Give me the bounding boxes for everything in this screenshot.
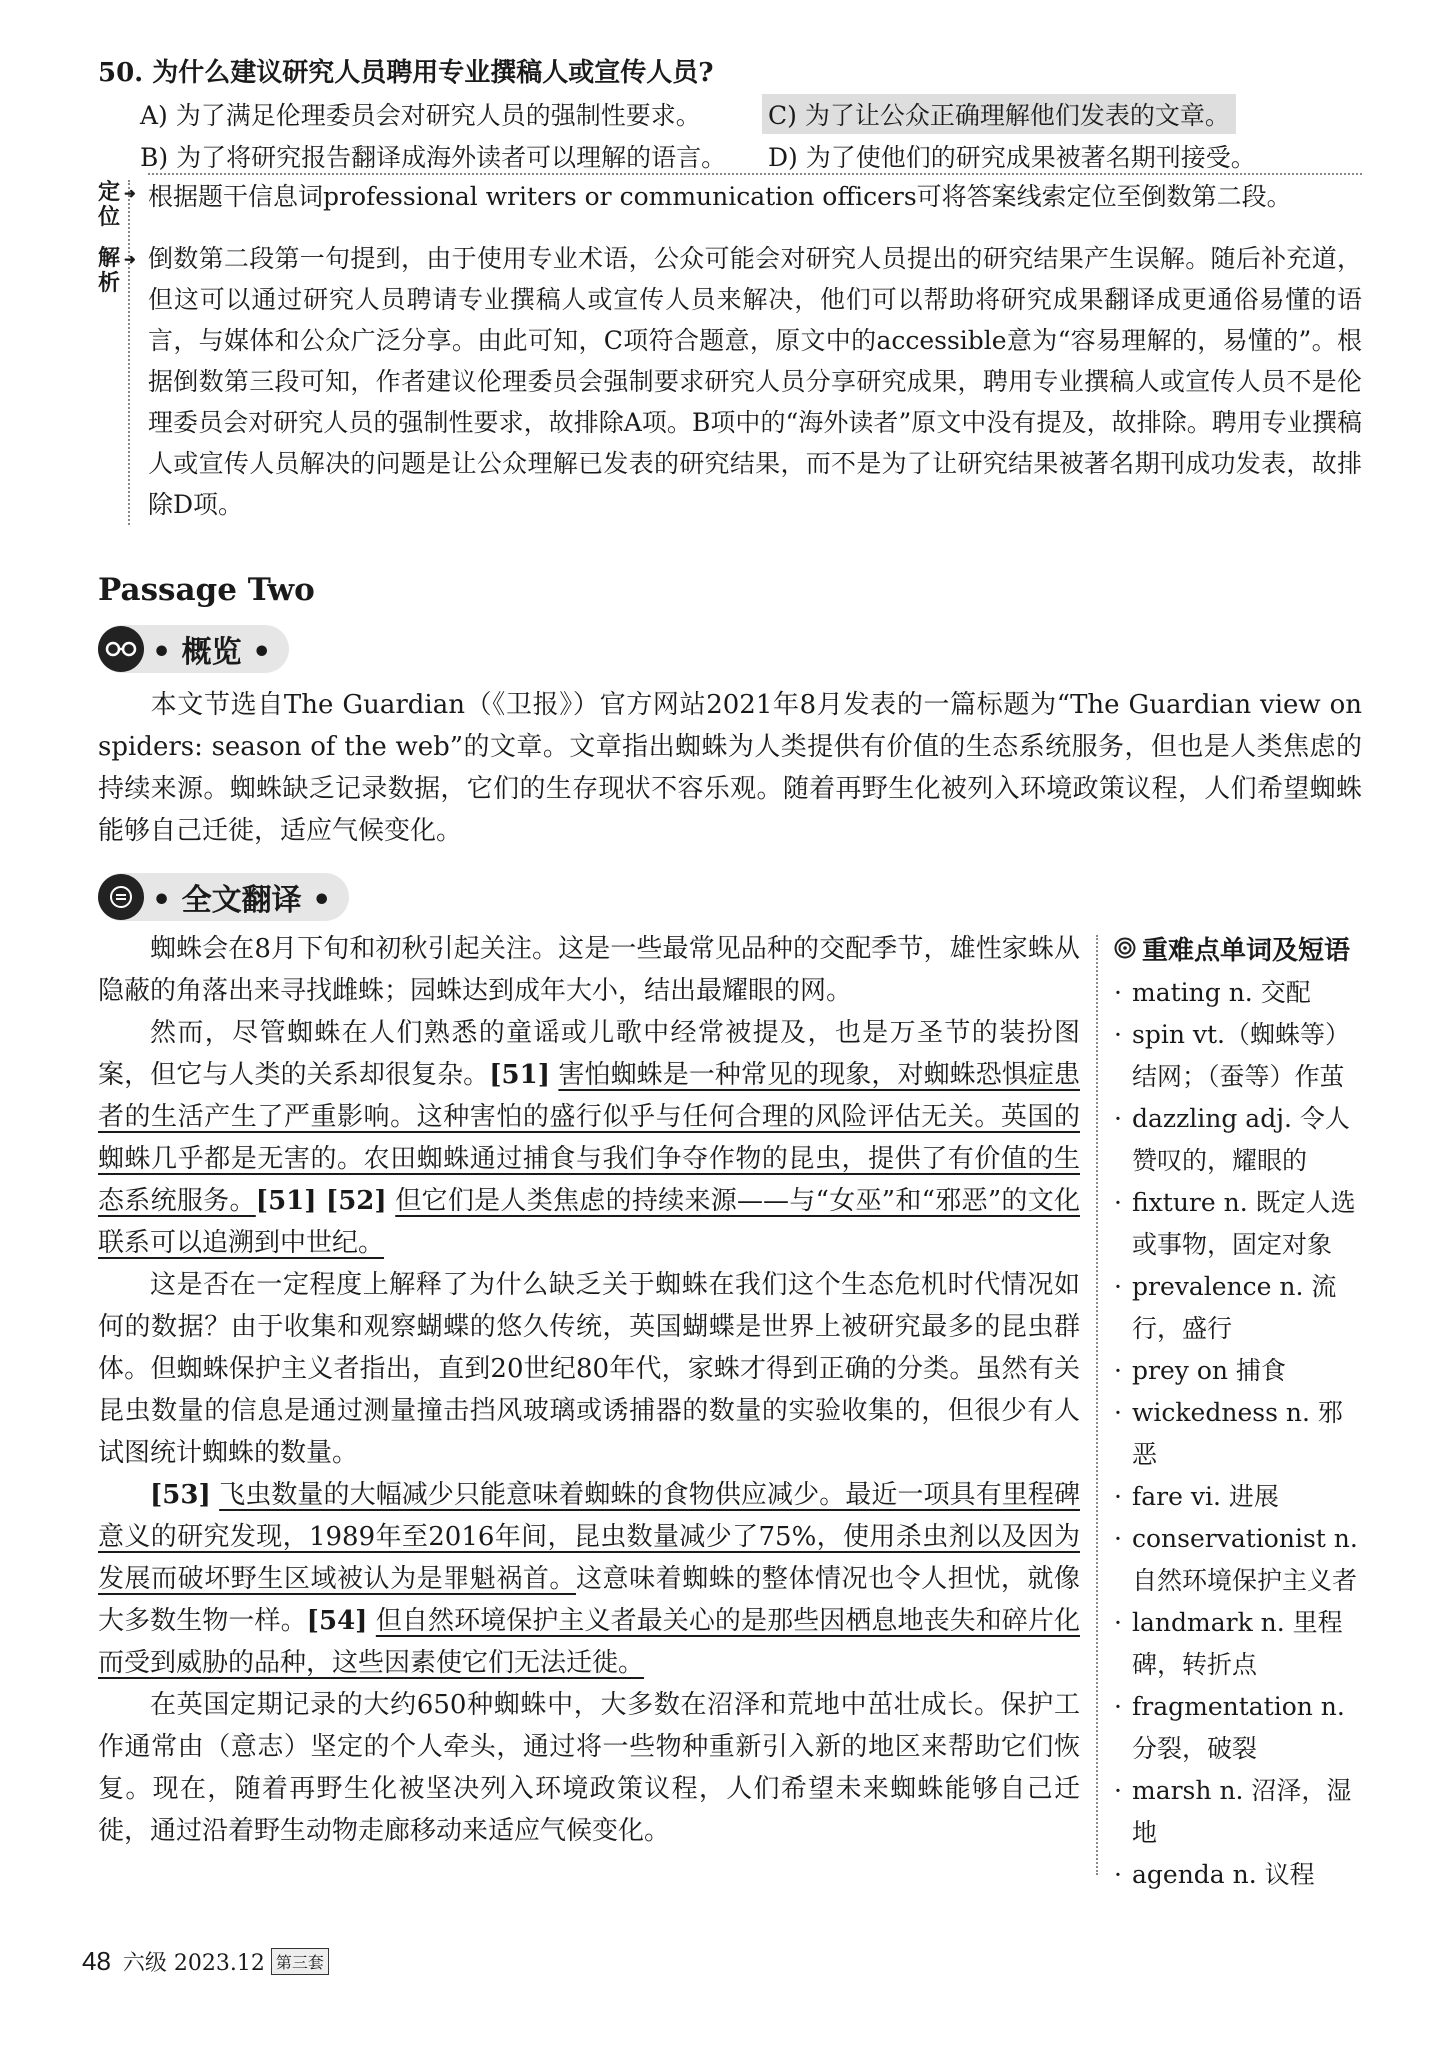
vocab-item: · dazzling adj. 令人赞叹的，耀眼的	[1114, 1098, 1364, 1182]
vocab-item: · fixture n. 既定人选或事物，固定对象	[1114, 1182, 1364, 1266]
set-badge: 第三套	[271, 1948, 329, 1975]
glasses-icon	[98, 626, 144, 672]
vocab-sidebar	[1114, 930, 1364, 1896]
vocab-item: · wickedness n. 邪恶	[1114, 1392, 1364, 1476]
column-divider	[1096, 935, 1098, 1875]
analysis-text: 倒数第二段第一句提到，由于使用专业术语，公众可能会对研究人员提出的研究结果产生误解。随后补充道，但这可以通过研究人员聘请专业撰稿人或宣传人员来解决，他们可以帮助将研究成果翻译成更通俗易懂的语言，与媒体和公众广泛分享。由此可知，C项符合题意，原文中的accessible意为“容易理解的，易懂的”。根据倒数第三段可知，作者建议伦理委员会强制要求研究人员分享研究成果，聘用专业撰稿人或宣传人员不是伦理委员会对研究人员的强制性要求，故排除A项。B项中的“海外读者”原文中没有提及，故排除。聘用专业撰稿人或宣传人员解决的问题是让公众理解已发表的研究结果，而不是为了让研究结果被著名期刊成功发表，故排除D项。	[148, 244, 1362, 519]
exam-level: 六级 2023.12	[122, 1951, 265, 1976]
page-number: 48	[82, 1946, 111, 1976]
translation-body	[98, 928, 1080, 1852]
section-heading: Passage Two	[98, 572, 315, 608]
vocab-item: · conservationist n. 自然环境保护主义者	[1114, 1518, 1364, 1602]
locate-text: 根据题干信息词professional writers or communication officers可将答案线索定位至倒数第二段。	[148, 182, 1292, 211]
paragraph-2: 然而，尽管蜘蛛在人们熟悉的童谣或儿歌中经常被提及，也是万圣节的装扮图案，但它与人类的关系却很复杂。[51] 害怕蜘蛛是一种常见的现象，对蜘蛛恐惧症患者的生活产生了严重影响。这种害怕的盛行似乎与任何合理的风险评估无关。英国的蜘蛛几乎都是无害的。农田蜘蛛通过捕食与我们争夺作物的昆虫，提供了有价值的生态系统服务。[51] [52] 但它们是人类焦虑的持续来源——与“女巫”和“邪恶”的文化联系可以追溯到中世纪。	[98, 1018, 1081, 1258]
paragraph-1: 蜘蛛会在8月下旬和初秋引起关注。这是一些最常见品种的交配季节，雄性家蛛从隐蔽的角落出来寻找雌蛛；园蛛达到成年大小，结出最耀眼的网。	[98, 934, 1080, 1006]
vocab-item: · agenda n. 议程	[1114, 1854, 1364, 1896]
vocab-item: · landmark n. 里程碑，转折点	[1114, 1602, 1364, 1686]
underlined-text: 飞虫数量的大幅减少只能意味着蜘蛛的食物供应减少。最近一项具有里程碑意义的研究发现，1989年至2016年间，昆虫数量减少了75%，使用杀虫剂以及因为发展而破坏野生区域被认为是罪魁祸首。	[98, 1480, 1080, 1594]
document-icon	[98, 874, 144, 920]
underlined-text: 但自然环境保护主义者最关心的是那些因栖息地丧失和碎片化而受到威胁的品种，这些因素使它们无法迁徙。	[98, 1606, 1080, 1678]
vocab-item: · marsh n. 沼泽，湿地	[1114, 1770, 1364, 1854]
analysis-tag: 解析	[98, 245, 121, 296]
vocab-item: · mating n. 交配	[1114, 972, 1364, 1014]
vocab-title: 重难点单词及短语	[1142, 936, 1351, 966]
paragraph-5: 在英国定期记录的大约650种蜘蛛中，大多数在沼泽和荒地中茁壮成长。保护工作通常由（意志）坚定的个人牵头，通过将一些物种重新引入新的地区来帮助它们恢复。现在，随着再野生化被坚决列入环境政策议程，人们希望未来蜘蛛能够自己迁徙，通过沿着野生动物走廊移动来适应气候变化。	[98, 1690, 1080, 1846]
translation-badge	[98, 873, 349, 921]
divider	[148, 173, 1362, 175]
question-marker: [53]	[150, 1480, 211, 1510]
target-icon	[1114, 930, 1136, 972]
question-marker: [54]	[306, 1606, 368, 1636]
question-title: 50. 为什么建议研究人员聘用专业撰稿人或宣传人员?	[98, 58, 714, 88]
overview-text	[98, 684, 1362, 852]
arrow-icon: ➜	[124, 186, 136, 202]
option-c: C) 为了让公众正确理解他们发表的文章。	[762, 94, 1236, 134]
question-marker: [51] [52]	[255, 1186, 387, 1216]
underlined-text: 但它们是人类焦虑的持续来源——与“女巫”和“邪恶”的文化联系可以追溯到中世纪。	[98, 1186, 1081, 1258]
translation-label: • 全文翻译 •	[152, 883, 332, 918]
vocab-item: · fragmentation n. 分裂，破裂	[1114, 1686, 1364, 1770]
vocab-item: · fare vi. 进展	[1114, 1476, 1364, 1518]
overview-label: • 概览 •	[152, 635, 272, 670]
vocab-item: · prey on 捕食	[1114, 1350, 1364, 1392]
option-b: B) 为了将研究报告翻译成海外读者可以理解的语言。	[140, 143, 727, 172]
option-d: D) 为了使他们的研究成果被著名期刊接受。	[768, 143, 1256, 172]
locate-tag: 定位	[98, 179, 121, 230]
overview-body: 本文节选自The Guardian（《卫报》）官方网站2021年8月发表的一篇标题为“The Guardian view on spiders: season of the web”的文章。文章指出蜘蛛为人类提供有价值的生态系统服务，但也是人类焦虑的持续来源。蜘蛛缺乏记录数据，它们的生存现状不容乐观。随着再野生化被列入环境政策议程，人们希望蜘蛛能够自己迁徙，适应气候变化。	[98, 690, 1362, 846]
page-footer	[82, 1946, 329, 1977]
vertical-divider	[128, 180, 130, 525]
vocab-item: · spin vt.（蜘蛛等）结网；（蚕等）作茧	[1114, 1014, 1364, 1098]
overview-badge	[98, 625, 289, 673]
vocab-item: · prevalence n. 流行，盛行	[1114, 1266, 1364, 1350]
paragraph-3: 这是否在一定程度上解释了为什么缺乏关于蜘蛛在我们这个生态危机时代情况如何的数据？由于收集和观察蝴蝶的悠久传统，英国蝴蝶是世界上被研究最多的昆虫群体。但蜘蛛保护主义者指出，直到20世纪80年代，家蛛才得到正确的分类。虽然有关昆虫数量的信息是通过测量撞击挡风玻璃或诱捕器的数量的实验收集的，但很少有人试图统计蜘蛛的数量。	[98, 1270, 1080, 1468]
question-marker: [51]	[489, 1060, 551, 1090]
option-a: A) 为了满足伦理委员会对研究人员的强制性要求。	[140, 101, 701, 130]
vocab-header	[1114, 930, 1364, 972]
arrow-icon: ➜	[124, 252, 136, 268]
paragraph-4: [53] 飞虫数量的大幅减少只能意味着蜘蛛的食物供应减少。最近一项具有里程碑意义的研究发现，1989年至2016年间，昆虫数量减少了75%，使用杀虫剂以及因为发展而破坏野生区域被认为是罪魁祸首。这意味着蜘蛛的整体情况也令人担忧，就像大多数生物一样。[54] 但自然环境保护主义者最关心的是那些因栖息地丧失和碎片化而受到威胁的品种，这些因素使它们无法迁徙。	[98, 1480, 1080, 1678]
underlined-text: 害怕蜘蛛是一种常见的现象，对蜘蛛恐惧症患者的生活产生了严重影响。这种害怕的盛行似乎与任何合理的风险评估无关。英国的蜘蛛几乎都是无害的。农田蜘蛛通过捕食与我们争夺作物的昆虫，提供了有价值的生态系统服务。	[98, 1060, 1080, 1216]
